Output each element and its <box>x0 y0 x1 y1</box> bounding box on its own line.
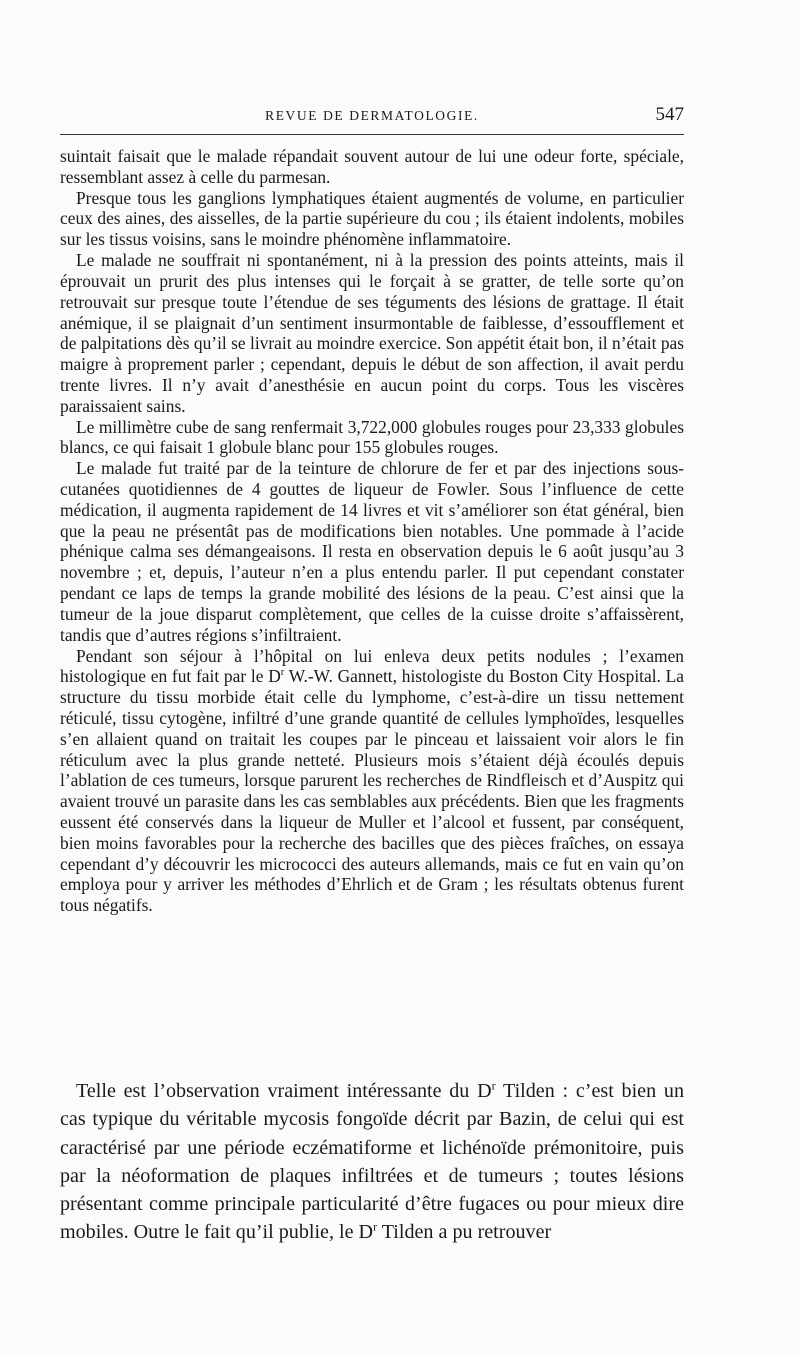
header-rule <box>60 134 684 135</box>
doctor-superscript: r <box>373 1219 378 1234</box>
running-head <box>60 104 684 128</box>
paragraph-treatment: Le malade fut traité par de la teinture de chlorure de fer et par des injections sous-cutanées quotidiennes de 4 gouttes de liqueur de Fowler. Sous l’influence de cette médication, il augmenta rapidement de 14 livres et vit s’améliorer son état général, bien que la peau ne présentât pas de modifications bien notables. Une pommade à l’acide phénique calma ses démangeaisons. Il resta en observation depuis le 6 août jusqu’au 3 novembre ; et, depuis, l’auteur n’en a plus entendu parler. Il put cependant constater pendant ce laps de temps la grande mobilité des lésions de la peau. C’est ainsi que la tumeur de la joue disparut complètement, que celles de la cuisse droite s’affaissèrent, tandis que d’autres régions s’infiltraient. <box>60 458 684 645</box>
doctor-superscript: r <box>280 667 285 679</box>
commentary-text <box>60 1077 684 1247</box>
commentary-text-middle: Tilden : c’est bien un cas typique du véritable mycosis fongoïde décrit par Bazin, de celui qui est caractérisé par une période eczématiforme et lichénoïde prémonitoire, puis par la néoformation de plaques infiltrées et de tumeurs ; toutes lésions présentant comme principale particularité d’être fugaces ou pour mieux dire mobiles. Outre le fait qu’il publie, le D <box>60 1080 684 1244</box>
doctor-superscript: r <box>491 1078 496 1093</box>
histology-text-rest: W.-W. Gannett, histologiste du Boston City Hospital. La structure du tissu morbide était celle du lymphome, c’est-à-dire un tissu nettement réticulé, tissu cytogène, infiltré d’une grande quantité de cellules lymphoïdes, lesquelles s’en allaient quand on traitait les coupes par le pinceau et laissaient voir alors le fin réticulum avec la plus grande netteté. Plusieurs mois s’étaient déjà écoulés depuis l’ablation de ces tumeurs, lorsque parurent les recherches de Rindfleisch et d’Auspitz qui avaient trouvé un parasite dans les cas semblables aux précédents. Bien que les fragments eussent été conservés dans la liqueur de Muller et l’alcool et fussent, par conséquent, bien moins favorables pour la recherche des bacilles que des pièces fraîches, on essaya cependant d’y découvrir les micrococci des auteurs allemands, mais ce fut en vain qu’on employa pour y arriver les méthodes d’Ehrlich et de Gram ; les résultats obtenus furent tous négatifs. <box>60 666 685 916</box>
paragraph-blood-count: Le millimètre cube de sang renfermait 3,722,000 globules rouges pour 23,333 globules blancs, ce qui faisait 1 globule blanc pour 155 globules rouges. <box>60 416 684 458</box>
paragraph-continuation: suintait faisait que le malade répandait souvent autour de lui une odeur forte, spéciale, ressemblant assez à celle du parmesan. <box>60 146 684 187</box>
body-text <box>60 146 684 916</box>
running-title: REVUE DE DERMATOLOGIE. <box>265 108 479 123</box>
commentary-text-start: Telle est l’observation vraiment intéressante du D <box>76 1080 492 1102</box>
commentary-text-end: Tilden a pu retrouver <box>377 1221 552 1244</box>
paragraph-commentary <box>60 1077 684 1247</box>
paragraph-symptoms: Le malade ne souffrait ni spontanément, ni à la pression des points atteints, mais il éprouvait un prurit des plus intenses qui le forçait à se gratter, de telle sorte qu’on retrouvait sur presque toute l’étendue de ses téguments des lésions de grattage. Il était anémique, il se plaignait d’un sentiment insurmontable de faiblesse, d’essoufflement et de palpitations dès qu’il se livrait au moindre exercice. Son appétit était bon, il n’était pas maigre à proprement parler ; cependant, depuis le début de son affection, il avait perdu trente livres. Il n’y avait d’anesthésie en aucun point du corps. Tous les viscères paraissaient sains. <box>60 250 684 416</box>
histology-text-start: Pendant son séjour à l’hôpital on lui enleva deux petits nodules ; l’examen histologique en fut fait par le D <box>60 645 684 687</box>
page-number: 547 <box>655 104 684 125</box>
paragraph-ganglions: Presque tous les ganglions lymphatiques étaient augmentés de volume, en particulier ceux des aines, des aisselles, de la partie supérieure du cou ; ils étaient indolents, mobiles sur les tissus voisins, sans le moindre phénomène inflammatoire. <box>60 187 684 250</box>
paragraph-histology <box>60 646 684 917</box>
